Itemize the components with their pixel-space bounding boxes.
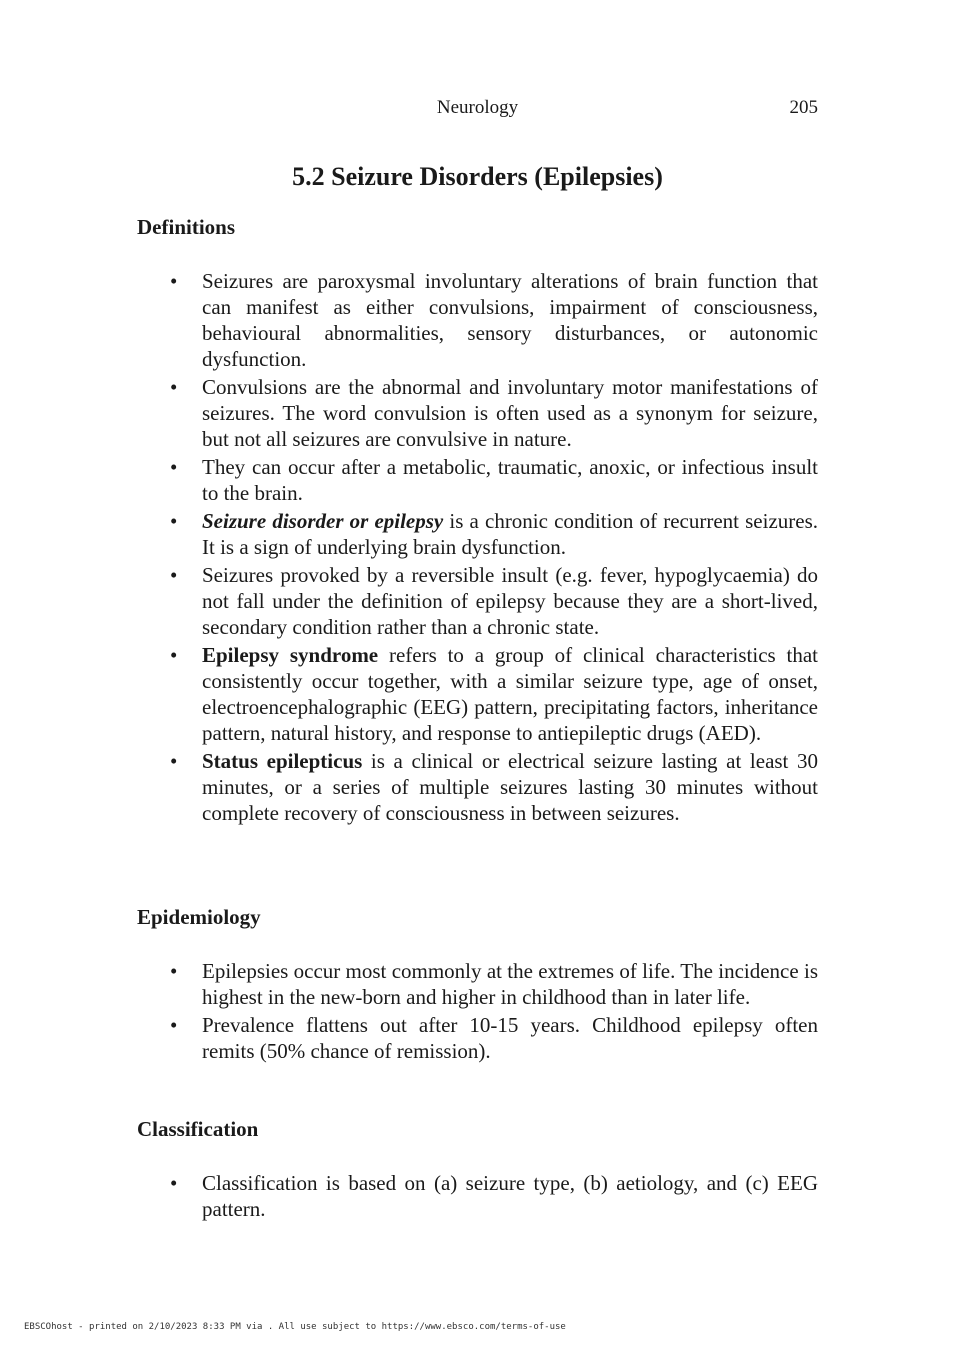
list-item-text: Classification is based on (a) seizure type, (b) aetiology, and (c) EEG pattern. <box>202 1171 818 1221</box>
page-title: 5.2 Seizure Disorders (Epilepsies) <box>292 162 663 191</box>
running-head <box>137 97 818 121</box>
term-epilepsy-syndrome: Epilepsy syndrome <box>202 643 379 667</box>
classification-list <box>137 1170 818 1222</box>
list-item <box>137 748 818 826</box>
list-item <box>137 562 818 640</box>
bullet-icon: • <box>170 1013 178 1037</box>
running-head-title: Neurology <box>436 97 519 118</box>
epidemiology-list <box>137 958 818 1064</box>
bullet-icon: • <box>170 1171 178 1195</box>
list-item-text: Prevalence flattens out after 10-15 years. Childhood epilepsy often remits (50% chance of remission). <box>202 1013 818 1063</box>
bullet-icon: • <box>170 269 178 293</box>
list-item-text: is a clinical or electrical seizure lasting at least 30 minutes, or a series of multiple seizures lasting 30 minutes without complete recovery of consciousness in between seizures. <box>202 749 819 825</box>
list-item-text: They can occur after a metabolic, traumatic, anoxic, or infectious insult to the brain. <box>202 455 818 505</box>
definitions-heading: Definitions <box>137 215 236 239</box>
list-item <box>137 508 818 560</box>
list-item <box>137 374 818 452</box>
list-item <box>137 1012 818 1064</box>
bullet-icon: • <box>170 509 178 533</box>
list-item-text: is a chronic condition of recurrent seizures. It is a sign of underlying brain dysfunction. <box>202 509 818 559</box>
list-item-text: Epilepsies occur most commonly at the extremes of life. The incidence is highest in the new-born and higher in childhood than in later life. <box>202 959 818 1009</box>
classification-section <box>137 1116 818 1224</box>
page-number: 205 <box>789 97 818 118</box>
list-item <box>137 454 818 506</box>
definitions-list <box>137 268 818 826</box>
classification-heading: Classification <box>137 1117 259 1141</box>
bullet-icon: • <box>170 455 178 479</box>
term-status-epilepticus: Status epilepticus <box>202 749 363 773</box>
bullet-icon: • <box>170 643 178 667</box>
list-item-text: Seizures provoked by a reversible insult (e.g. fever, hypoglycaemia) do not fall under the definition of epilepsy because they are a short-lived, secondary condition rather than a chronic state. <box>202 563 818 639</box>
bullet-icon: • <box>170 563 178 587</box>
list-item-text: Seizures are paroxysmal involuntary alterations of brain function that can manifest as either convulsions, impairment of consciousness, behavioural abnormalities, sensory disturbances, or autonomic dysfunction. <box>202 269 818 371</box>
list-item <box>137 642 818 746</box>
list-item <box>137 268 818 372</box>
bullet-icon: • <box>170 959 178 983</box>
term-seizure-disorder: Seizure disorder or epilepsy <box>202 509 444 533</box>
list-item-text: refers to a group of clinical characteristics that consistently occur together, with a similar seizure type, age of onset, electroencephalographic (EEG) pattern, precipitating factors, inheritance pattern, natural history, and response to antiepileptic drugs (AED). <box>202 643 818 745</box>
epidemiology-section <box>137 904 818 1066</box>
bullet-icon: • <box>170 375 178 399</box>
list-item <box>137 1170 818 1222</box>
definitions-section <box>137 214 818 828</box>
list-item <box>137 958 818 1010</box>
list-item-text: Convulsions are the abnormal and involuntary motor manifestations of seizures. The word convulsion is often used as a synonym for seizure, but not all seizures are convulsive in nature. <box>202 375 818 451</box>
bullet-icon: • <box>170 749 178 773</box>
print-footer: EBSCOhost - printed on 2/10/2023 8:33 PM via . All use subject to https://www.ebsco.com/terms-of-use <box>24 1322 566 1332</box>
epidemiology-heading: Epidemiology <box>137 905 261 929</box>
